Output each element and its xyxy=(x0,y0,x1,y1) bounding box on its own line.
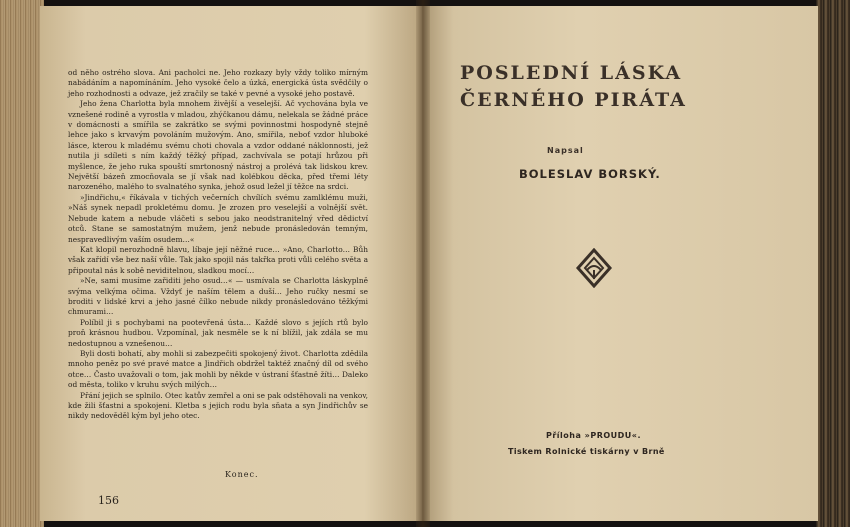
author-name: BOLESLAV BORSKÝ. xyxy=(519,167,661,181)
title-line-1: POSLEDNÍ LÁSKA xyxy=(460,62,683,84)
page-edges-left xyxy=(0,0,44,527)
paragraph: Políbil ji s pochybami na pootevřená ústa… Každé slovo s jejích rtů bylo proň krásnou hudbou. Vzpomínal, jak nesměle se k ní blížil, jak zdála se mu nedostupnou a vznešenou… xyxy=(68,317,368,348)
paragraph: »Jindřichu,« říkávala v tichých večerních chvílích svému zamlklému muži, »Náš synek nepadl prokletému domu. Je zrozen pro veselejší a volnější svět. Nebude katem a nebude vláčeti s sebou jako neodstranitelný vřed dědictví otců. Stane se samostatným mužem, jenž nebude pronásledován temným, nespravedlivým vaším osudem…« xyxy=(68,192,368,244)
paragraph: Kat klopil nerozhodně hlavu, líbaje její něžné ruce… »Ano, Charlotto… Bůh však zařídí vše bez naší vůle. Tak jako spojil nás takřka proti vůli celého světa a připoutal nás k sobě neviditelnou, sladkou mocí… xyxy=(68,244,368,275)
byline-label: Napsal xyxy=(547,146,584,155)
publisher-emblem-icon xyxy=(575,248,613,288)
paragraph: Přání jejich se splnilo. Otec katův zemřel a oni se pak odstěhovali na venkov, kde žili šťastni a spokojeni. Kletba s jejich rodu byla sňata a syn Jindřichův se nikdy nedověděl kým byl jeho otec. xyxy=(68,390,368,421)
end-mark: Konec. xyxy=(225,470,259,479)
book-gutter xyxy=(416,0,430,527)
page-number: 156 xyxy=(98,494,119,507)
paragraph: Jeho žena Charlotta byla mnohem živější a veselejší. Ač vychována byla ve vznešené rodině a vyrostla v mladou, zhýčkanou dámu, nelekala se žádné práce v domácnosti a smířila se zakrátko se svými povinnostmi hospodyně stejně lehce jako s krvavým povoláním mužovým. Ano, smířila, neboť vzdor hluboké lásce, kterou k mladému svému choti chovala a vzdor oddané náklonnosti, jež nutila ji sdíleti s ním každý těžký případ, zachvívala se potají hrůzou při myšlence, že jeho ruka spouští smrtonosný nástroj a prolévá tak lidskou krev. Největší bázeň zmocňovala se jí však nad kolébkou děcka, před třemi léty narozeného, malého to svalnatého synka, jehož osud ležel jí těžce na srdci. xyxy=(68,99,368,192)
paragraph: Byli dosti bohatí, aby mohli si zabezpečiti spokojený život. Charlotta zdědila mnoho peněz po své pravé matce a Jindřich obdržel taktéž značný díl od svého otce… Často uvažovali o tom, jak mohli by někde v ústraní šťastně žíti… Daleko od města, toliko v kruhu svých milých… xyxy=(68,348,368,390)
page-edges-right xyxy=(816,0,850,527)
publisher-line-1: Příloha »PROUDU«. xyxy=(546,431,641,440)
paragraph: od něho ostrého slova. Ani pacholci ne. Jeho rozkazy byly vždy tolikо mírným nabádáním a napomínáním. Jeho vysoké čelo a úzká, energická ústa svědčily o jeho rozhodnosti a odvaze, jež zračily se také v pevné a vysoké jeho postavě. xyxy=(68,68,368,98)
paragraph: »Ne, sami musíme zařiditi jeho osud…« — usmívala se Charlotta láskyplně svýma velkýma očima. Vždyť je naším tělem a duší… Jeho ručky nesmí se broditi v lidské krvi a jeho jasné čílko nebude nikdy pronásledováno těžkými chmurami… xyxy=(68,276,368,317)
publisher-line-2: Tiskem Rolnické tiskárny v Brně xyxy=(508,447,665,456)
title-line-2: ČERNÉHO PIRÁTA xyxy=(460,89,687,111)
book-title xyxy=(460,60,760,114)
left-page-body xyxy=(68,68,368,422)
